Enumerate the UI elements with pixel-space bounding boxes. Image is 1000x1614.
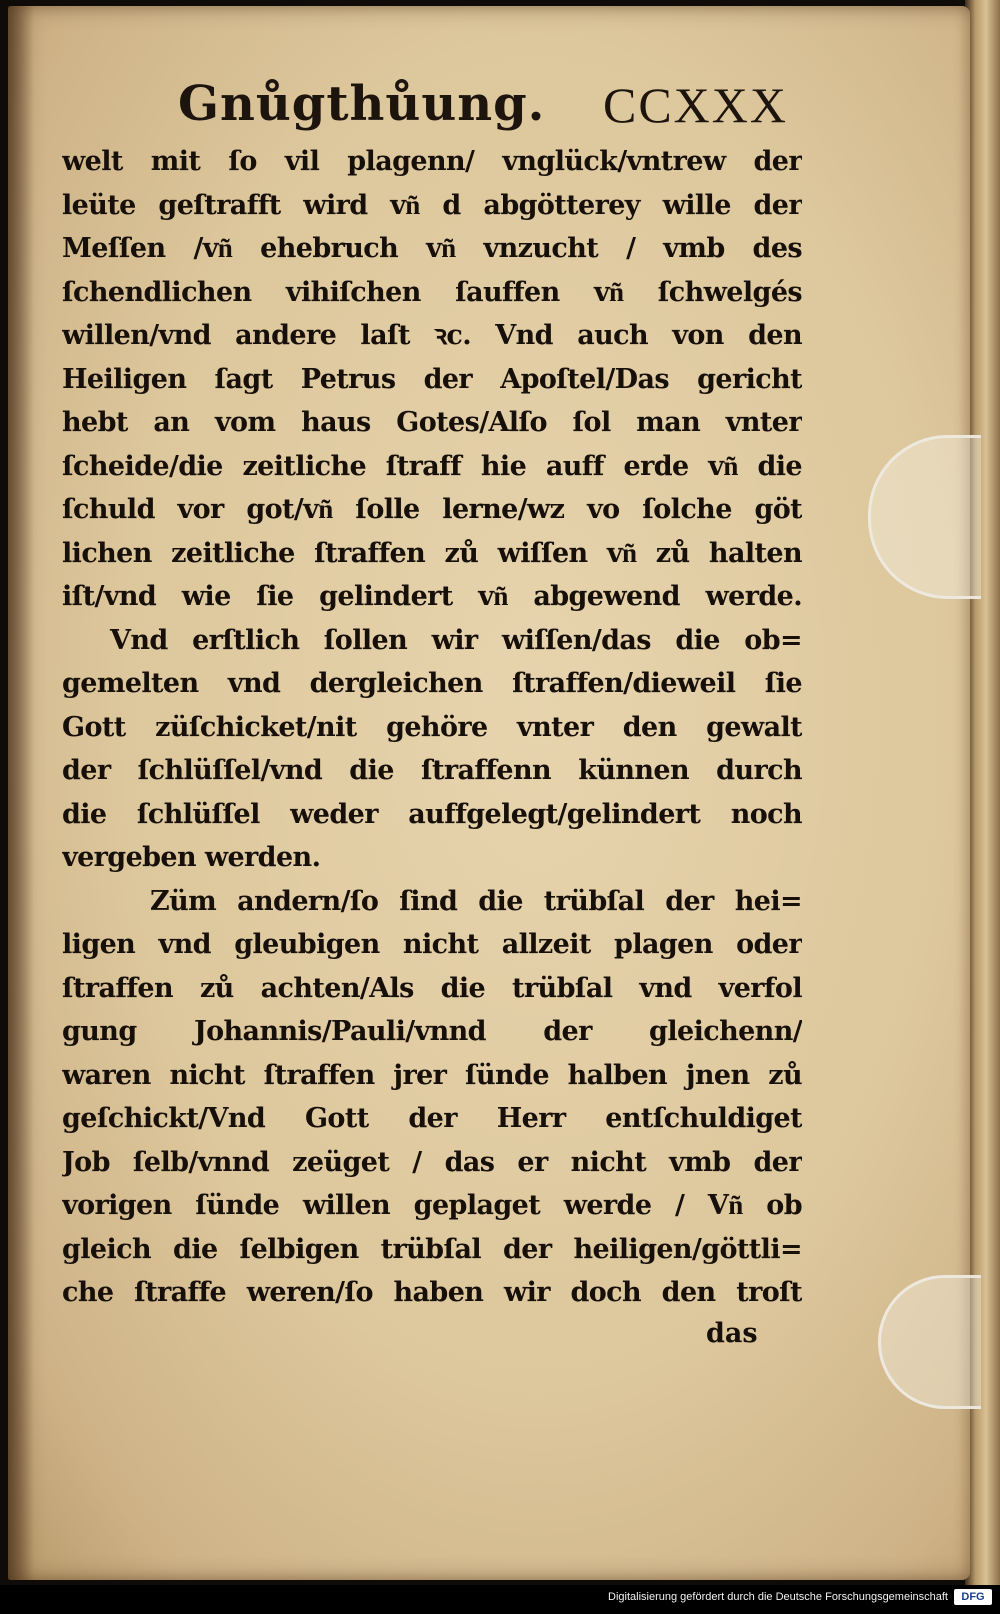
text-line: Gott züſchicket/nit gehöre vnter den gewalt bbox=[62, 711, 802, 743]
dfg-logo: DFG bbox=[954, 1589, 992, 1605]
paragraph-first-line: Züm andern/ſo ſind die trübſal der hei= bbox=[150, 885, 802, 917]
text-line: der ſchlüſſel/vnd die ſtraffenn künnen durch bbox=[62, 755, 802, 786]
text-line: hebt an vom haus Gotes/Alſo ſol man vnter bbox=[62, 407, 802, 438]
text-line: gung Johannis/Pauli/vnnd der gleichenn/ bbox=[62, 1016, 802, 1047]
text-line: welt mit ſo vil plagenn/ vnglück/vntrew der bbox=[62, 146, 802, 177]
text-line: gemelten vnd dergleichen ſtraffen/dieweil ſie bbox=[62, 668, 802, 699]
catchword: das bbox=[706, 1318, 758, 1349]
folio-number: CCXXX bbox=[602, 77, 788, 133]
text-line: Meſſen /vn͂ ehebruch vn͂ vnzucht / vmb des bbox=[62, 233, 802, 264]
running-head: Gnůgthůung. bbox=[178, 76, 546, 132]
text-line: ſchuld vor got/vn͂ ſolle lerne/wz vo ſolche göt bbox=[62, 494, 802, 525]
text-line: leüte geſtrafft wird vn͂ d abgötterey wille der bbox=[62, 189, 802, 221]
funding-credit: Digitalisierung gefördert durch die Deutsche Forschungsgemeinschaft bbox=[608, 1591, 948, 1603]
paragraph-first-line: Vnd erſtlich ſollen wir wiſſen/das die ob= bbox=[110, 624, 802, 656]
text-line: ſchendlichen vihiſchen ſauffen vn͂ ſchwelgés bbox=[62, 276, 802, 308]
page-header bbox=[178, 70, 788, 140]
gutter-shadow bbox=[8, 6, 34, 1580]
text-line: che ſtraffe weren/ſo haben wir doch den troſt bbox=[62, 1277, 802, 1308]
text-line: ligen vnd gleubigen nicht allzeit plagen oder bbox=[62, 929, 802, 960]
text-line: iſt/vnd wie ſie gelindert vn͂ abgewend werde. bbox=[62, 581, 802, 612]
text-line: ſtraffen zů achten/Als die trübſal vnd verfol bbox=[62, 972, 802, 1004]
paragraph-last-line: vergeben werden. bbox=[62, 842, 321, 873]
text-line: willen/vnd andere laſt ꝛc. Vnd auch von den bbox=[62, 320, 802, 351]
text-line: gleich die ſelbigen trübſal der heiligen/göttli= bbox=[62, 1233, 802, 1265]
text-line: waren nicht ſtraffen jrer ſünde halben jnen zů bbox=[62, 1059, 802, 1091]
digitization-footer bbox=[0, 1585, 1000, 1614]
text-line: Heiligen ſagt Petrus der Apoſtel/Das gericht bbox=[62, 363, 802, 395]
text-line: geſchickt/Vnd Gott der Herr entſchuldiget bbox=[62, 1103, 802, 1134]
text-line: vorigen ſünde willen geplaget werde / Vn͂ ob bbox=[62, 1190, 802, 1221]
text-line: Job ſelb/vnnd zeüget / das er nicht vmb der bbox=[62, 1146, 802, 1178]
text-line: ſcheide/die zeitliche ſtraff hie auff erde vn͂ die bbox=[62, 450, 802, 482]
text-line: lichen zeitliche ſtraffen zů wiſſen vn͂ zů halten bbox=[62, 537, 802, 569]
text-line: die ſchlüſſel weder auffgelegt/gelindert noch bbox=[62, 798, 802, 830]
text-block bbox=[62, 140, 802, 1315]
